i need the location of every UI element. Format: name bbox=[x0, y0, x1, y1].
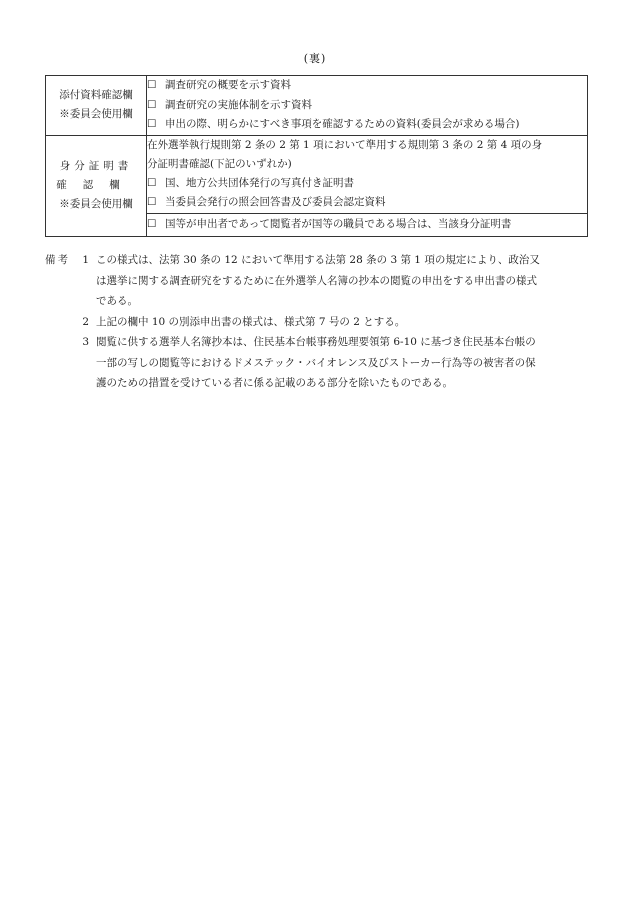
committee-use-label: ※委員会使用欄 bbox=[59, 108, 133, 121]
checkbox-icon[interactable]: ☐ bbox=[147, 196, 157, 208]
identity-item-committee-doc[interactable] bbox=[147, 193, 587, 213]
notes-section bbox=[45, 250, 593, 394]
checkbox-icon[interactable]: ☐ bbox=[147, 217, 157, 230]
confirmation-label: 確認欄 bbox=[56, 179, 136, 191]
note-line: 上記の欄中 10 の別添申出書の様式は、様式第 7 号の 2 とする。 bbox=[96, 315, 406, 328]
identity-item-staff-id[interactable] bbox=[147, 215, 587, 235]
identity-label-cell bbox=[46, 135, 147, 236]
note-number: 3 bbox=[82, 336, 89, 348]
page-title: (裏) bbox=[303, 52, 327, 65]
confirmation-table bbox=[45, 75, 588, 237]
checkbox-icon[interactable]: ☐ bbox=[147, 79, 157, 91]
attachment-item-label: 調査研究の概要を示す資料 bbox=[165, 79, 291, 91]
note-item-2 bbox=[45, 312, 593, 333]
identity-label: 身分証明書 bbox=[59, 160, 133, 172]
attachment-content-cell bbox=[147, 76, 588, 136]
identity-row bbox=[46, 135, 588, 213]
attachment-label: 添付資料確認欄 bbox=[59, 89, 133, 102]
identity-item-photo-id[interactable] bbox=[147, 174, 587, 194]
identity-item-label: 国等が申出者であって閲覧者が国等の職員である場合は、当該身分証明書 bbox=[165, 217, 512, 230]
note-line: 護のための措置を受けている者に係る記載のある部分を除いたものである。 bbox=[96, 377, 453, 389]
committee-use-label: ※委員会使用欄 bbox=[59, 198, 133, 210]
identity-intro-line1: 在外選挙執行規則第 2 条の 2 第 1 項において準用する規則第 3 条の 2 第 4 項の身 bbox=[147, 138, 543, 151]
attachment-row bbox=[46, 76, 588, 136]
identity-item-label: 国、地方公共団体発行の写真付き証明書 bbox=[165, 176, 354, 189]
note-number: 1 bbox=[82, 254, 89, 266]
identity-extra-cell bbox=[147, 213, 588, 236]
checkbox-icon[interactable]: ☐ bbox=[147, 176, 157, 189]
identity-item-label: 当委員会発行の照会回答書及び委員会認定資料 bbox=[165, 196, 386, 208]
attachment-label-cell bbox=[46, 76, 147, 136]
attachment-item-label: 申出の際、明らかにすべき事項を確認するための資料(委員会が求める場合) bbox=[165, 118, 520, 130]
attachment-item-structure[interactable] bbox=[147, 96, 587, 116]
checkbox-icon[interactable]: ☐ bbox=[147, 98, 157, 111]
note-line: この様式は、法第 30 条の 12 において準用する法第 28 条の 3 第 1 項の規定により、政治又 bbox=[96, 254, 540, 266]
note-line: である。 bbox=[96, 295, 138, 307]
attachment-item-overview[interactable] bbox=[147, 76, 587, 96]
identity-intro-line2: 分証明書確認(下記のいずれか) bbox=[147, 157, 292, 170]
note-item-1 bbox=[45, 250, 593, 312]
checkbox-icon[interactable]: ☐ bbox=[147, 118, 157, 130]
identity-content-cell bbox=[147, 135, 588, 213]
notes-heading: 備考 bbox=[45, 254, 70, 266]
note-number: 2 bbox=[82, 315, 89, 328]
attachment-item-confirmation[interactable] bbox=[147, 115, 587, 135]
note-line: は選挙に関する調査研究をするために在外選挙人名簿の抄本の閲覧の申出をする申出書の様式 bbox=[96, 274, 537, 287]
attachment-item-label: 調査研究の実施体制を示す資料 bbox=[165, 98, 312, 111]
note-line: 一部の写しの閲覧等におけるドメステック・バイオレンス及びストーカー行為等の被害者の保 bbox=[96, 356, 536, 369]
note-line: 閲覧に供する選挙人名簿抄本は、住民基本台帳事務処理要領第 6-10 に基づき住民基本台帳の bbox=[96, 336, 536, 348]
note-item-3 bbox=[45, 332, 593, 394]
